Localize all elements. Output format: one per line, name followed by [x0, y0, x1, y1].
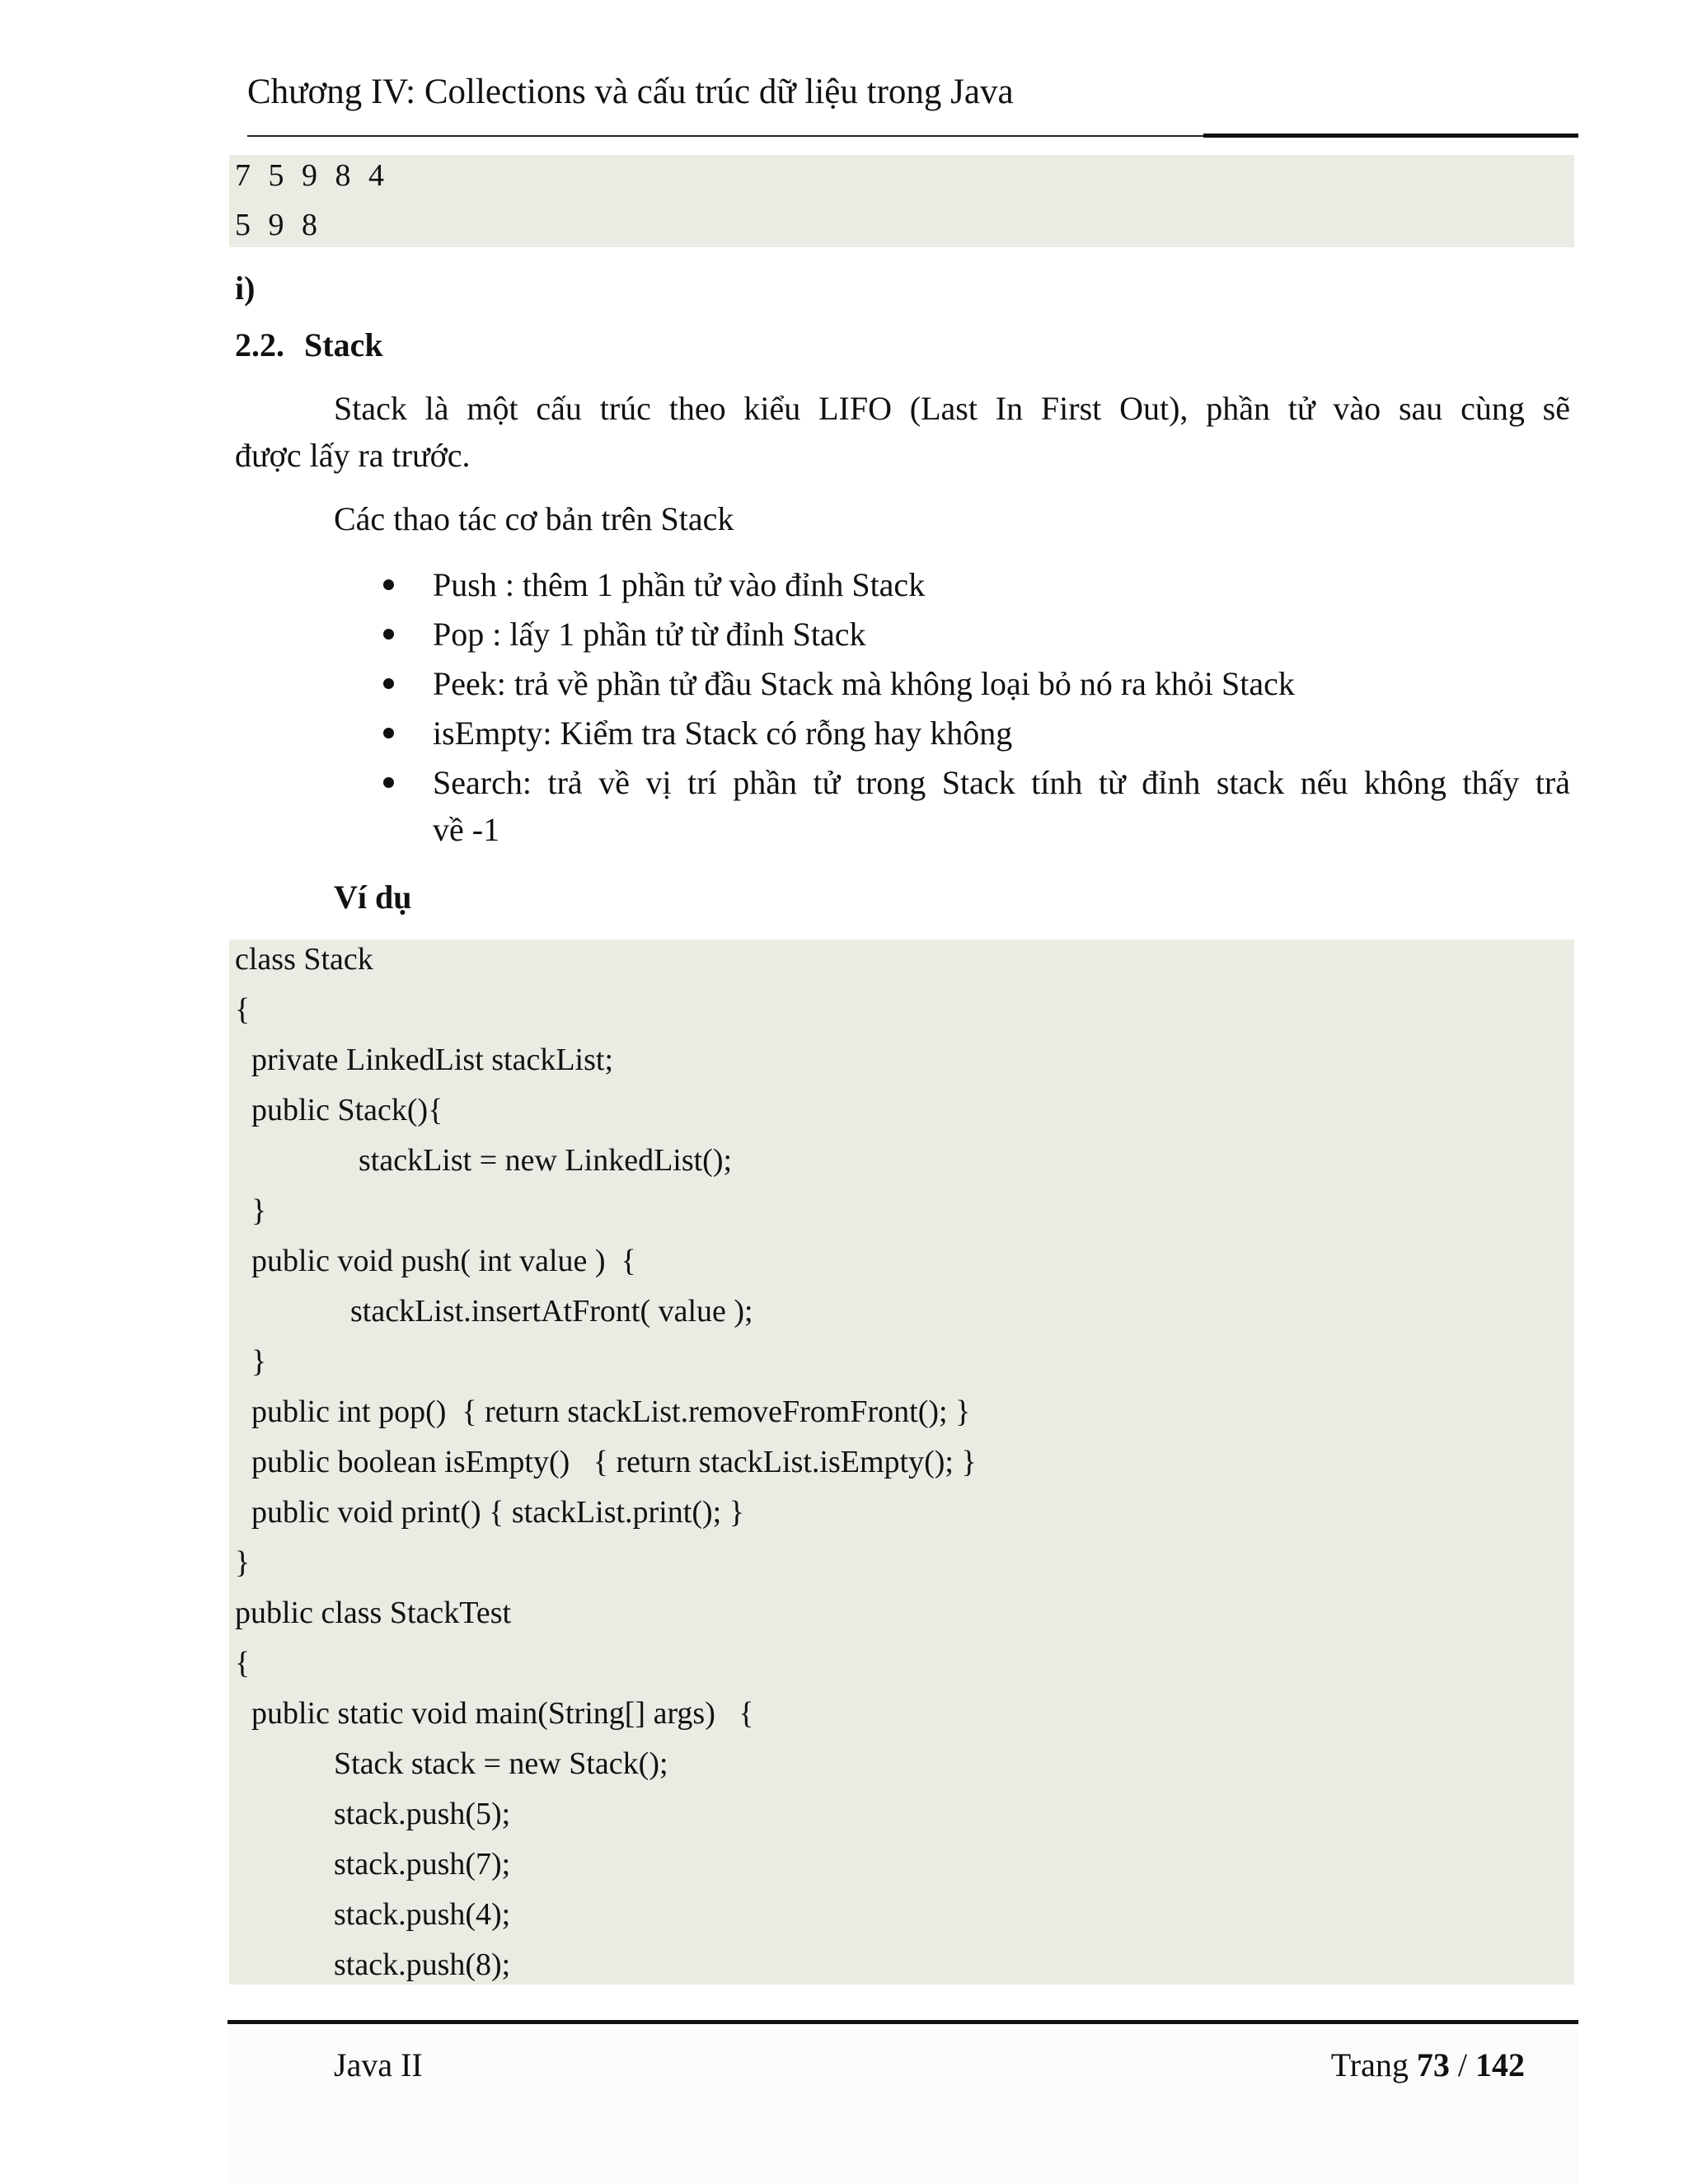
intro-line-2: được lấy ra trước. — [235, 437, 471, 474]
example-label: Ví dụ — [334, 879, 412, 916]
bullet-item: isEmpty: Kiểm tra Stack có rỗng hay không — [433, 715, 1013, 752]
page-header-title: Chương IV: Collections và cấu trúc dữ liệu trong Java — [247, 73, 1014, 111]
page-total: 142 — [1475, 2046, 1525, 2083]
bullet-item: Peek: trả về phần tử đầu Stack mà không loại bỏ nó ra khỏi Stack — [433, 665, 1295, 702]
section-number: 2.2. — [235, 326, 284, 363]
code-line: } — [235, 1545, 251, 1580]
footer-page-number — [1331, 2041, 1525, 2090]
bullet-icon — [383, 777, 394, 788]
header-divider-accent — [1203, 134, 1578, 138]
code-line: stackList.insertAtFront( value ); — [350, 1294, 753, 1329]
bullet-icon — [383, 629, 394, 640]
code-line: stackList = new LinkedList(); — [359, 1143, 733, 1178]
code-line: public static void main(String[] args) { — [251, 1696, 754, 1731]
page-separator: / — [1449, 2046, 1475, 2083]
code-line: public Stack(){ — [251, 1093, 443, 1127]
page-prefix: Trang — [1330, 2046, 1417, 2083]
code-line: public void print() { stackList.print(); } — [251, 1495, 744, 1530]
code-line: } — [251, 1193, 267, 1228]
output-line: 5 9 8 — [235, 208, 322, 242]
bullet-item-search: Search: trả về vị trí phần tử trong Stack tính từ đỉnh stack nếu không thấy trả — [433, 764, 1570, 801]
code-line: Stack stack = new Stack(); — [334, 1746, 668, 1781]
code-line: public class StackTest — [235, 1596, 512, 1630]
output-block — [229, 155, 1574, 247]
footer-divider — [227, 2020, 1578, 2024]
code-line: { — [235, 992, 251, 1027]
footer-course-name: Java II — [334, 2046, 423, 2083]
code-line: stack.push(7); — [334, 1847, 511, 1882]
code-line: private LinkedList stackList; — [251, 1043, 614, 1077]
code-line: { — [235, 1646, 251, 1680]
code-line: stack.push(8); — [334, 1947, 511, 1982]
section-title: Stack — [304, 326, 383, 363]
bullet-icon — [383, 579, 394, 590]
page-current: 73 — [1416, 2046, 1450, 2083]
operations-heading: Các thao tác cơ bản trên Stack — [334, 500, 734, 537]
code-line: public int pop() { return stackList.removeFromFront(); } — [251, 1394, 971, 1429]
code-line: stack.push(5); — [334, 1797, 511, 1831]
bullet-icon — [383, 728, 394, 738]
bullet-item-search-cont: về -1 — [433, 811, 500, 848]
code-line: public void push( int value ) { — [251, 1244, 636, 1278]
bullet-item: Pop : lấy 1 phần tử từ đỉnh Stack — [433, 616, 866, 653]
code-line: } — [251, 1344, 267, 1379]
bullet-item: Push : thêm 1 phần tử vào đỉnh Stack — [433, 566, 926, 603]
output-line: 7 5 9 8 4 — [235, 158, 389, 193]
intro-line-1: Stack là một cấu trúc theo kiểu LIFO (Last In First Out), phần tử vào sau cùng sẽ — [334, 390, 1570, 427]
code-line: public boolean isEmpty() { return stackList.isEmpty(); } — [251, 1445, 977, 1479]
section-heading — [235, 321, 383, 368]
bullet-icon — [383, 678, 394, 689]
code-line: stack.push(4); — [334, 1897, 511, 1932]
code-line: class Stack — [235, 942, 373, 977]
item-marker: i) — [235, 269, 256, 307]
